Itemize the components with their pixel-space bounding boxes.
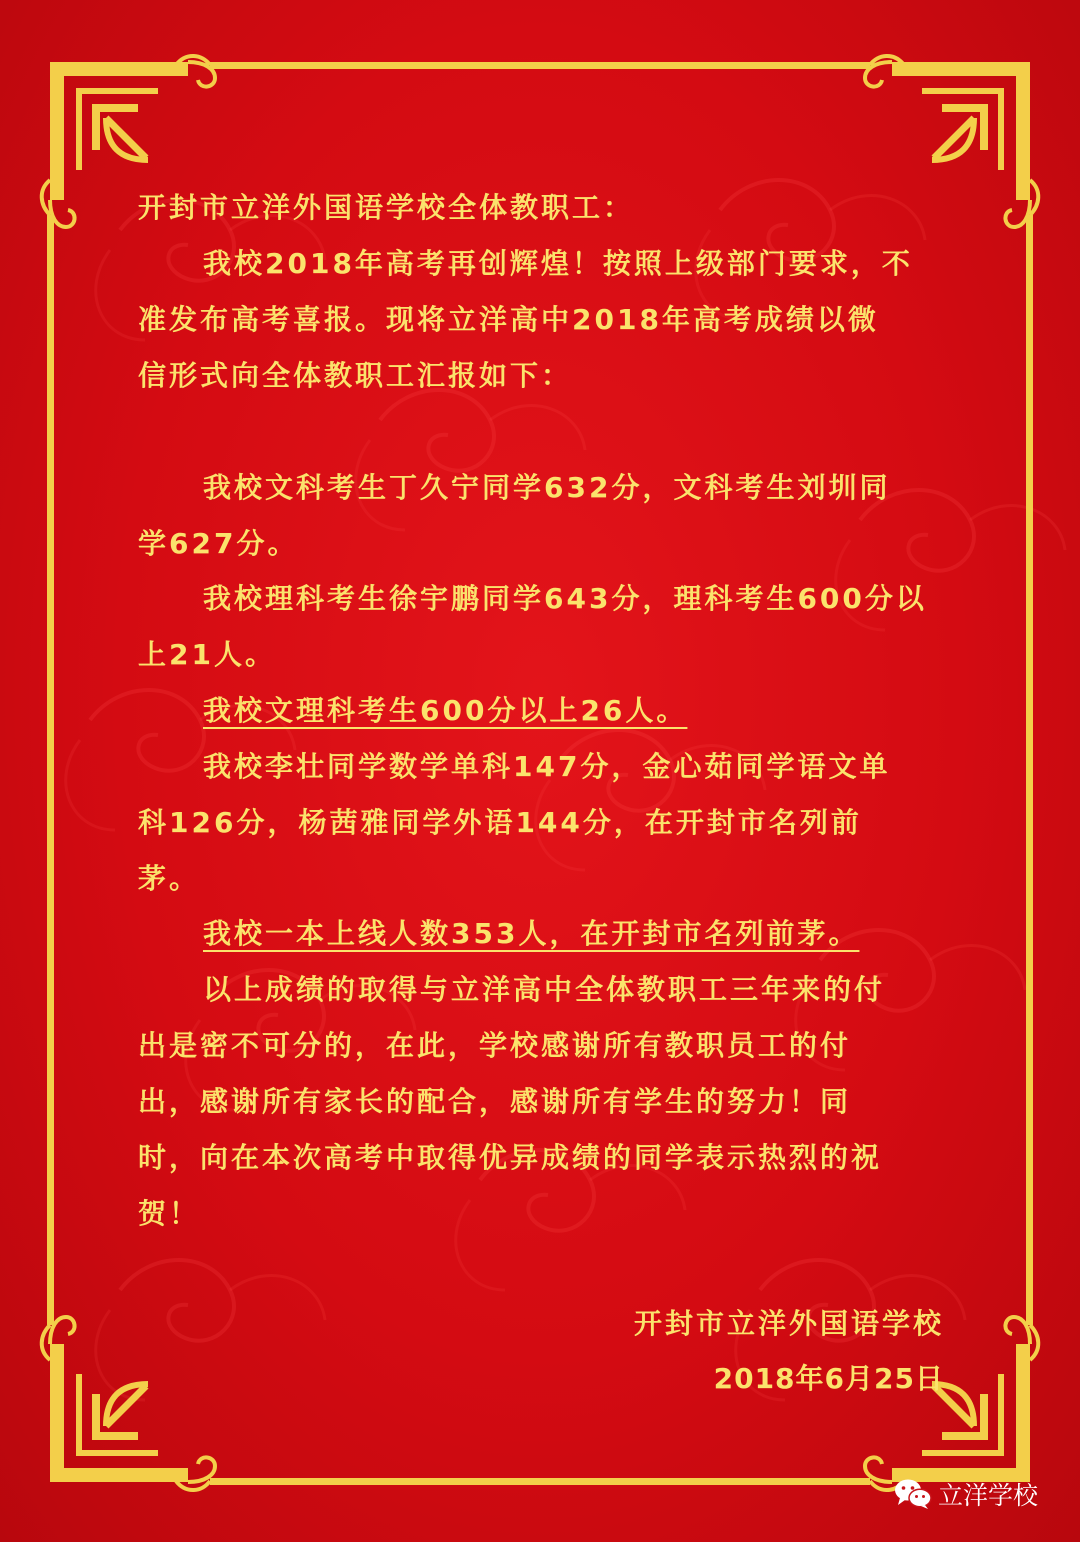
- science-line-1: [0, 571, 1080, 627]
- liberal-arts-line-2-text: 学627分。: [138, 527, 299, 560]
- single-subject-line-3-text: 茅。: [138, 862, 201, 895]
- thanks-line-4: [0, 1130, 1080, 1186]
- date-line: [714, 1351, 944, 1407]
- total-600-line: [0, 683, 1080, 739]
- salutation: [0, 180, 1080, 236]
- thanks-line-2: [0, 1018, 1080, 1074]
- signature-line: [634, 1296, 944, 1352]
- liberal-arts-line-2: [0, 516, 1080, 572]
- para1-line-1: [0, 236, 1080, 292]
- thanks-line-1: [0, 962, 1080, 1018]
- liberal-arts-line-1-text: 我校文科考生丁久宁同学632分，文科考生刘圳同: [203, 471, 891, 504]
- tier-one-line: [0, 906, 1080, 962]
- science-line-2: [0, 627, 1080, 683]
- account-watermark: [894, 1474, 1064, 1514]
- para1-line-1-text: 我校2018年高考再创辉煌！按照上级部门要求，不: [203, 247, 913, 280]
- salutation-text: 开封市立洋外国语学校全体教职工：: [138, 191, 635, 224]
- single-subject-line-1: [0, 739, 1080, 795]
- wechat-icon: [894, 1478, 932, 1510]
- thanks-line-2-text: 出是密不可分的，在此，学校感谢所有教职员工的付: [138, 1029, 852, 1062]
- liberal-arts-line-1: [0, 460, 1080, 516]
- science-line-1-text: 我校理科考生徐宇鹏同学643分，理科考生600分以: [203, 582, 927, 615]
- thanks-line-4-text: 时，向在本次高考中取得优异成绩的同学表示热烈的祝: [138, 1141, 883, 1174]
- thanks-line-1-text: 以上成绩的取得与立洋高中全体教职工三年来的付: [203, 973, 886, 1006]
- total-600-text: 我校文理科考生600分以上26人。: [203, 694, 688, 727]
- science-line-2-text: 上21人。: [138, 638, 276, 671]
- date-text: 2018年6月25日: [713, 1362, 944, 1395]
- para1-line-2: [0, 292, 1080, 348]
- single-subject-line-3: [0, 851, 1080, 907]
- watermark-label: 立洋学校: [938, 1481, 1039, 1510]
- para1-line-2-text: 准发布高考喜报。现将立洋高中2018年高考成绩以微: [138, 303, 879, 336]
- thanks-line-5-text: 贺！: [138, 1197, 201, 1230]
- para1-line-3-text: 信形式向全体教职工汇报如下：: [138, 359, 573, 392]
- para1-line-3: [0, 348, 1080, 404]
- single-subject-line-2: [0, 795, 1080, 851]
- single-subject-line-2-text: 科126分，杨茜雅同学外语144分，在开封市名列前: [138, 806, 862, 839]
- single-subject-line-1-text: 我校李壮同学数学单科147分，金心茹同学语文单: [203, 750, 891, 783]
- thanks-line-5: [0, 1186, 1080, 1242]
- thanks-line-3-text: 出，感谢所有家长的配合，感谢所有学生的努力！同: [138, 1085, 852, 1118]
- signature-text: 开封市立洋外国语学校: [633, 1307, 944, 1340]
- thanks-line-3: [0, 1074, 1080, 1130]
- tier-one-text: 我校一本上线人数353人，在开封市名列前茅。: [203, 917, 860, 950]
